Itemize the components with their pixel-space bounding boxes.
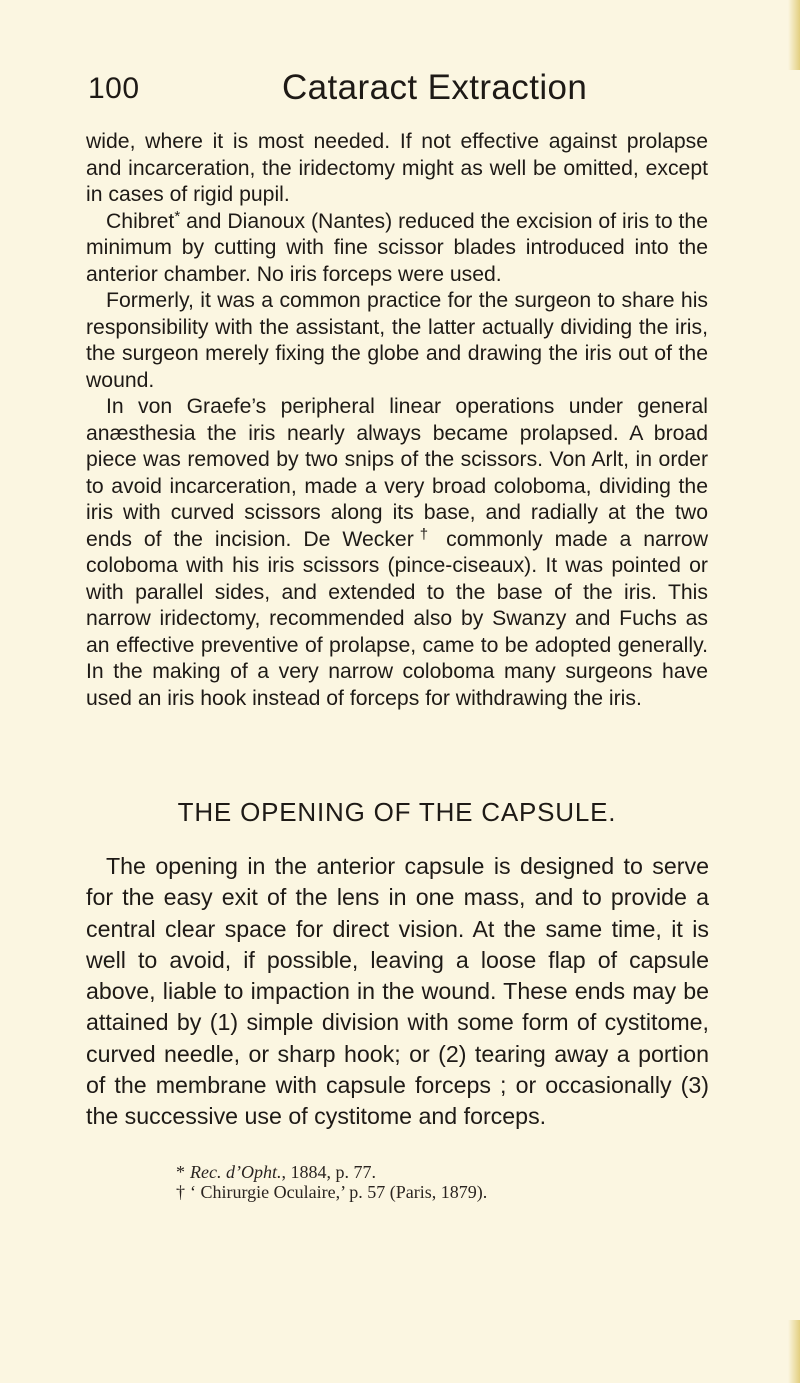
paragraph-continuation: wide, where it is most needed. If not effective against prolapse and incarceration, the iridectomy might as well be omitted, except in cases of rigid pupil.: [86, 130, 708, 206]
footnote-1-citation: , 1884, p. 77.: [281, 1162, 376, 1182]
running-title: Cataract Extraction: [282, 68, 588, 107]
page-edge-stain: [788, 1320, 800, 1383]
paragraph-chibret: [86, 209, 708, 289]
footnote-ref-asterisk: *: [174, 207, 181, 225]
footnote-2-citation: ‘ Chirurgie Oculaire,’ p. 57 (Paris, 1879).: [190, 1182, 488, 1202]
page-edge-stain: [788, 0, 800, 70]
footnote-1-mark: *: [176, 1162, 185, 1182]
iridectomy-section: [86, 129, 708, 712]
footnote-1: [176, 1162, 696, 1182]
paragraph-chibret-body: and Dianoux (Nantes) reduced the excision of iris to the minimum by cutting with fine scissor blades introduced into the anterior chamber. No iris forceps were used.: [86, 209, 708, 286]
running-head: [88, 68, 708, 118]
capsule-section: [86, 851, 709, 1133]
paragraph-von-graefe-lead: In von Graefe’s peripheral linear operations under general anæsthesia the iris nearly always became prolapsed. A broad piece was removed by two snips of the scissors. Von Arlt, in order to avoid incarceration, made a very broad coloboma, dividing the iris with curved scissors along its base, and radially at the two ends of the incision. De Wecker: [86, 395, 708, 551]
paragraph-formerly: Formerly, it was a common practice for the surgeon to share his responsibility with the assistant, the latter actually dividing the iris, the surgeon merely fixing the globe and drawing the iris out of the wound.: [86, 289, 708, 392]
footnote-ref-dagger: †: [413, 525, 435, 543]
footnote-1-title: Rec. d’Opht.: [190, 1162, 282, 1182]
paragraph-capsule-opening: The opening in the anterior capsule is designed to serve for the easy exit of the lens in one mass, and to provide a central clear space for direct vision. At the same time, it is well to avoid, if possible, leaving a loose flap of capsule above, liable to impaction in the wound. These ends may be attained by (1) simple division with some form of cystitome, curved needle, or sharp hook; or (2) tearing away a portion of the membrane with capsule forceps ; or occasionally (3) the successive use of cystitome and forceps.: [86, 853, 709, 1130]
paragraph-chibret-lead: Chibret: [106, 209, 175, 233]
paragraph-von-graefe-body: commonly made a narrow coloboma with his iris scissors (pince-ciseaux). It was pointed or with parallel sides, and extended to the base of the iris. This narrow iridectomy, recommended also by Swanzy and Fuchs as an effective preventive of prolapse, came to be adopted generally. In the making of a very narrow coloboma many surgeons have used an iris hook instead of forceps for withdrawing the iris.: [86, 527, 709, 710]
section-heading: THE OPENING OF THE CAPSULE.: [177, 797, 617, 827]
page-number: 100: [88, 72, 140, 105]
footnotes: [176, 1162, 696, 1202]
footnote-2: [176, 1182, 696, 1202]
paragraph-von-graefe: [86, 394, 708, 712]
footnote-2-mark: †: [176, 1182, 185, 1202]
